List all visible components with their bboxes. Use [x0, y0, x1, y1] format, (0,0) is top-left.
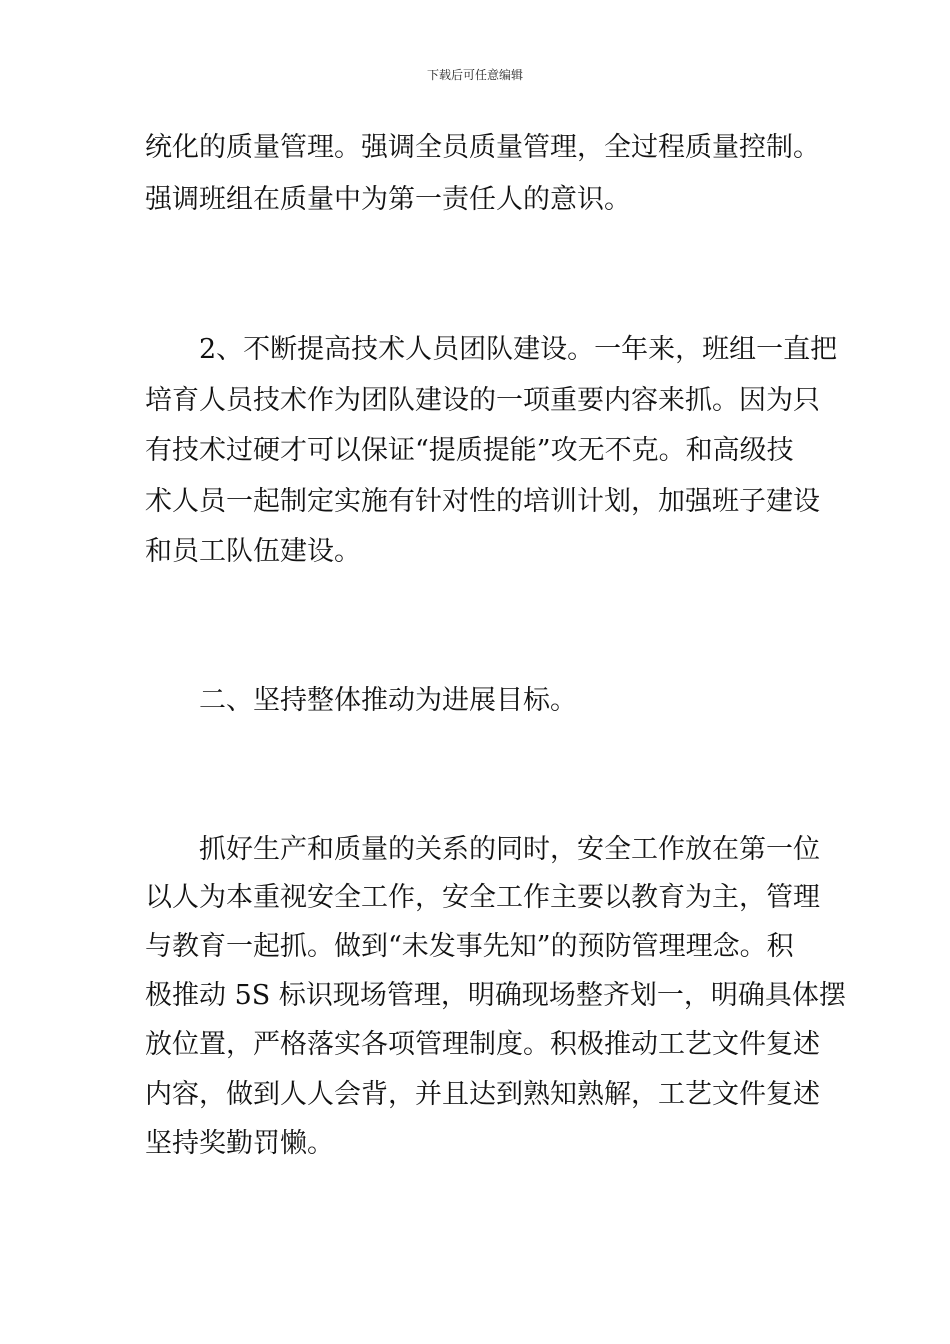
paragraph-line: 术人员一起制定实施有针对性的培训计划，加强班子建设 [145, 486, 820, 517]
page-header-note: 下载后可任意编辑 [426, 68, 523, 82]
paragraph-line: 放位置，严格落实各项管理制度。积极推动工艺文件复述 [145, 1029, 820, 1060]
paragraph-line: 培育人员技术作为团队建设的一项重要内容来抓。因为只 [145, 385, 820, 416]
paragraph-line: 内容，做到人人会背，并且达到熟知熟解，工艺文件复述 [145, 1079, 820, 1110]
paragraph-line: 2、不断提高技术人员团队建设。一年来，班组一直把 [145, 334, 838, 365]
paragraph-line: 以人为本重视安全工作，安全工作主要以教育为主，管理 [145, 882, 820, 913]
paragraph-line: 极推动 5S 标识现场管理，明确现场整齐划一，明确具体摆 [145, 980, 846, 1011]
paragraph-line: 和员工队伍建设。 [145, 536, 361, 567]
paragraph-line: 有技术过硬才可以保证“提质提能”攻无不克。和高级技 [145, 435, 794, 466]
section-heading: 二、坚持整体推动为进展目标。 [145, 685, 577, 716]
paragraph-line: 抓好生产和质量的关系的同时，安全工作放在第一位 [145, 834, 820, 865]
paragraph-line: 坚持奖勤罚懒。 [145, 1128, 334, 1159]
paragraph-line: 统化的质量管理。强调全员质量管理，全过程质量控制。 [145, 132, 820, 163]
paragraph-line: 强调班组在质量中为第一责任人的意识。 [145, 184, 631, 215]
paragraph-line: 与教育一起抓。做到“未发事先知”的预防管理理念。积 [145, 931, 794, 962]
